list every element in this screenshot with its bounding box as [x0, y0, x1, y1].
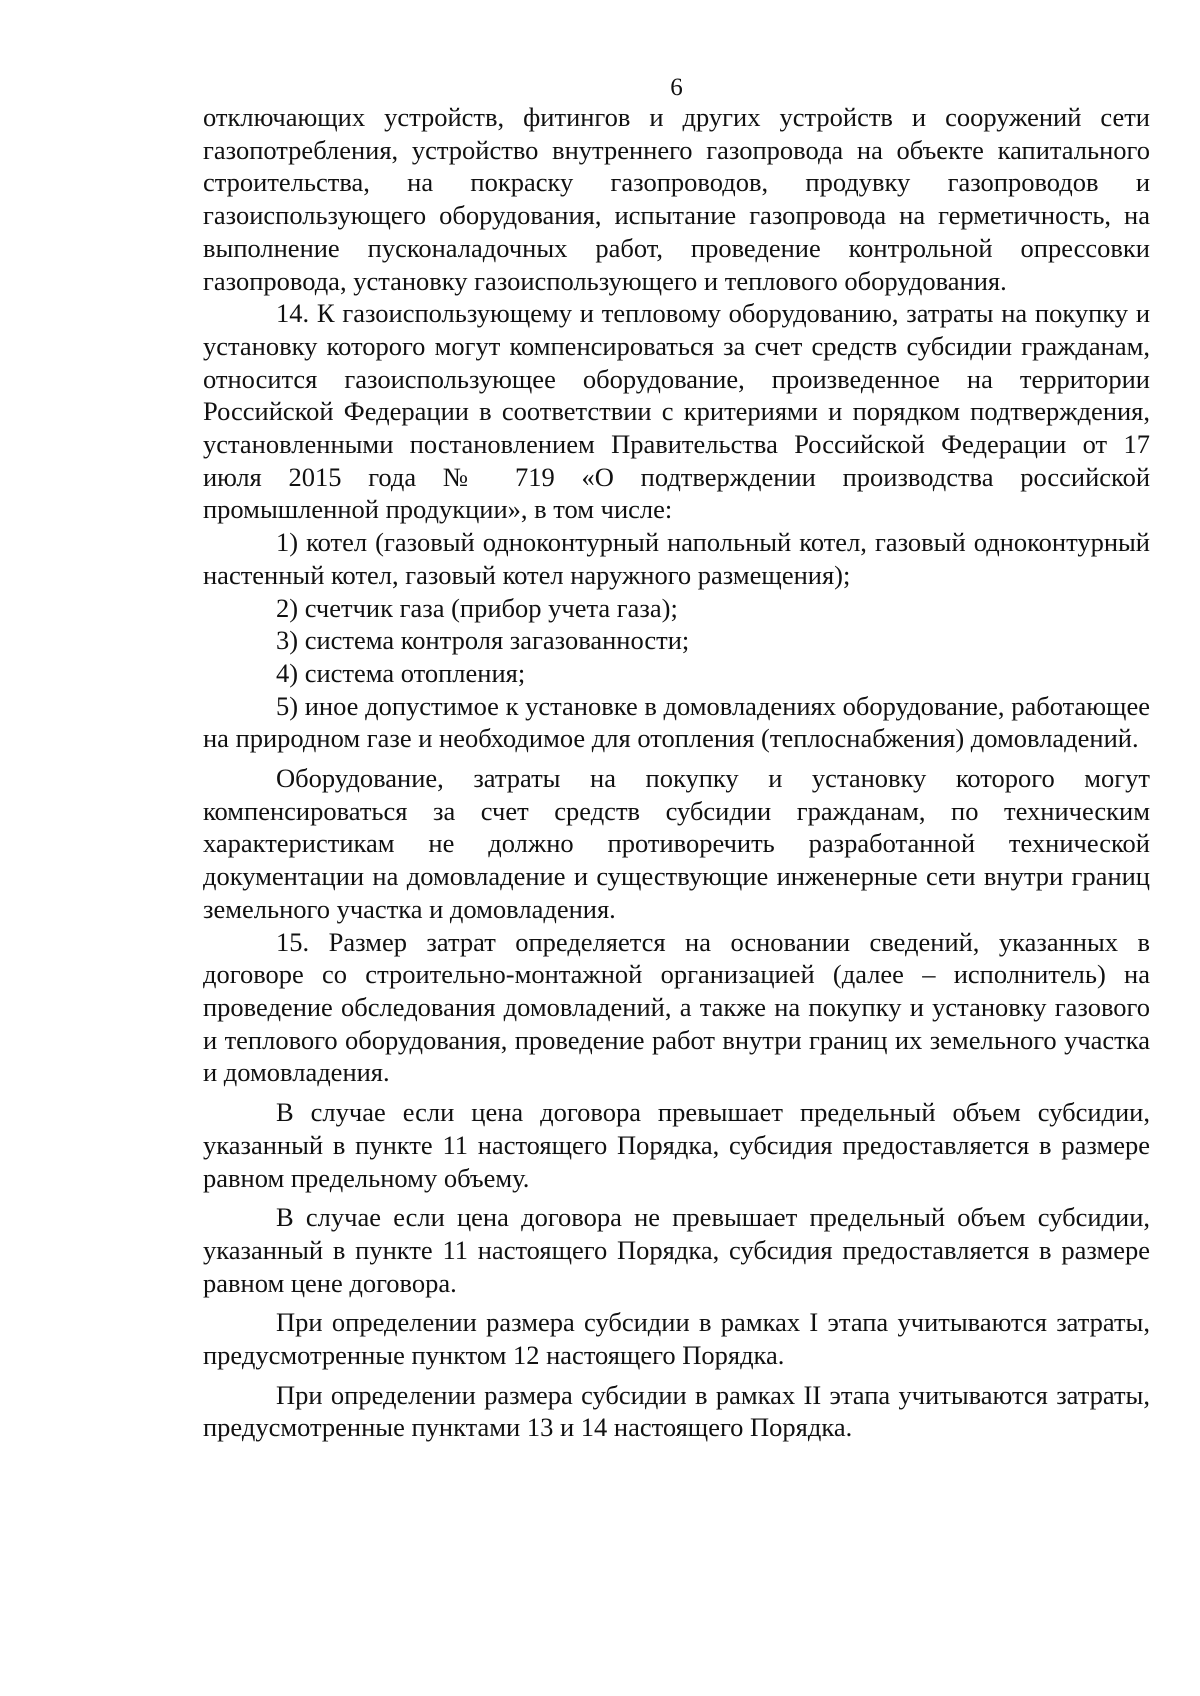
list-item-4: 4) система отопления; [276, 657, 526, 688]
page-number: 6 [670, 74, 683, 101]
list-item-2: 2) счетчик газа (прибор учета газа); [276, 592, 678, 623]
paragraph-stage-1: При определении размера субсидии в рамках I этапа учитываются затраты, предусмотренные пунктом 12 настоящего Порядка. [203, 1307, 1150, 1371]
paragraph-equipment: Оборудование, затраты на покупку и установку которого могут компенсироваться за счет средств субсидии гражданам, по техническим характеристикам не должно противоречить разработанной технической документации на домовладение и существующие инженерные сети внутри границ земельного участка и домовладения. [203, 763, 1150, 924]
paragraph-price-not-exceeds: В случае если цена договора не превышает предельный объем субсидии, указанный в пункте 11 настоящего Порядка, субсидия предоставляется в размере равном цене договора. [203, 1202, 1150, 1298]
paragraph-clause-14: 14. К газоиспользующему и тепловому оборудованию, затраты на покупку и установку которого могут компенсироваться за счет средств субсидии гражданам, относится газоиспользующее оборудование, произведенное на территории Российской Федерации в соответствии с критериями и порядком подтверждения, установленными постановлением Правительства Российской Федерации от 17 июля 2015 года № 719 «О подтверждении производства российской промышленной продукции», в том числе: [203, 298, 1150, 525]
list-item-5: 5) иное допустимое к установке в домовладениях оборудование, работающее на природном газе и необходимое для отопления (теплоснабжения) домовладений. [203, 690, 1150, 754]
list-item-3: 3) система контроля загазованности; [276, 625, 690, 656]
paragraph-price-exceeds: В случае если цена договора превышает предельный объем субсидии, указанный в пункте 11 настоящего Порядка, субсидия предоставляется в размере равном предельному объему. [203, 1097, 1150, 1193]
document-body [203, 101, 1150, 1444]
paragraph-stage-2: При определении размера субсидии в рамках II этапа учитываются затраты, предусмотренные пунктами 13 и 14 настоящего Порядка. [203, 1379, 1150, 1443]
paragraph-clause-15: 15. Размер затрат определяется на основании сведений, указанных в договоре со строительно-монтажной организацией (далее – исполнитель) на проведение обследования домовладений, а также на покупку и установку газового и теплового оборудования, проведение работ внутри границ их земельного участка и домовладения. [203, 926, 1150, 1088]
list-item-1: 1) котел (газовый одноконтурный напольный котел, газовый одноконтурный настенный котел, газовый котел наружного размещения); [203, 527, 1150, 590]
paragraph-continuation: отключающих устройств, фитингов и других устройств и сооружений сети газопотребления, устройство внутреннего газопровода на объекте капитального строительства, на покраску газопроводов, продувку газопроводов и газоиспользующего оборудования, испытание газопровода на герметичность, на выполнение пусконаладочных работ, проведение контрольной опрессовки газопровода, установку газоиспользующего и теплового оборудования. [203, 102, 1150, 296]
